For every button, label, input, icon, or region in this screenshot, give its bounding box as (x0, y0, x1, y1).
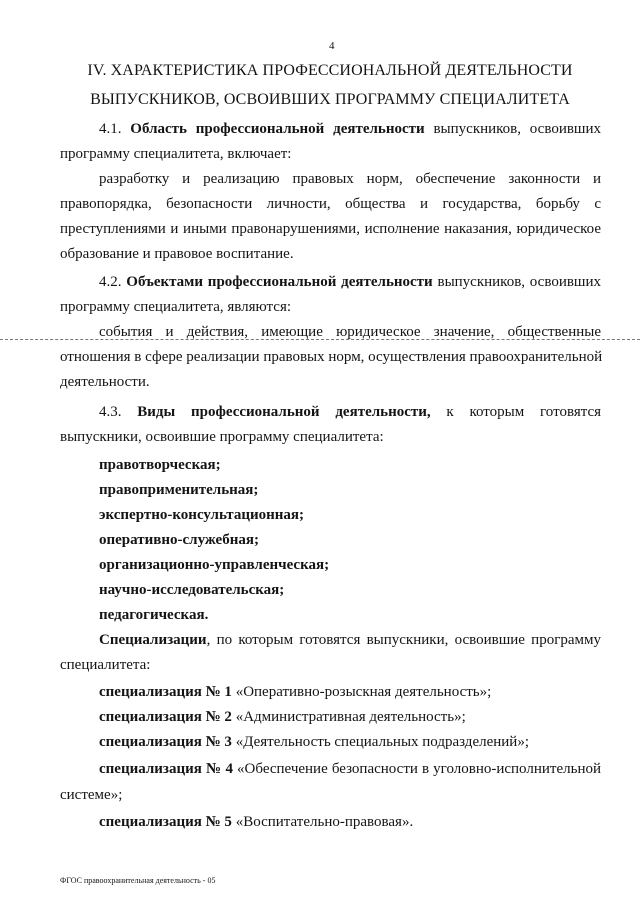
specialization-item (99, 733, 529, 751)
specializations-intro-line (99, 631, 601, 649)
paragraph-line: преступлениями и иными правонарушениями, исполнение наказания, юридическое (60, 221, 601, 237)
specialization-item (99, 708, 466, 726)
specialization-title: «Обеспечение безопасности в уголовно-исполнительной (237, 761, 601, 777)
bold-term: Объектами профессиональной деятельности (126, 274, 433, 290)
paragraph-4-3-first-line (99, 403, 601, 421)
text-fragment: выпускников, освоивших (437, 274, 602, 290)
text-fragment: , по которым готовятся выпускники, освоившие программу (206, 632, 601, 648)
paragraph-4-1-first-line (99, 120, 601, 138)
activity-type-item: правотворческая; (99, 457, 221, 473)
paragraph-line: правопорядка, безопасности личности, общества и государства, борьбу с (60, 196, 601, 212)
activity-type-item: научно-исследовательская; (99, 582, 285, 598)
page-number: 4 (329, 40, 335, 52)
section-number: 4.2. (99, 274, 122, 290)
bold-term: Специализации (99, 632, 207, 648)
paragraph-4-2-second-line: программу специалитета, являются: (60, 299, 292, 315)
section-heading-line1: IV. ХАРАКТЕРИСТИКА ПРОФЕССИОНАЛЬНОЙ ДЕЯТЕЛЬНОСТИ (87, 62, 573, 79)
specialization-label: специализация № 2 (99, 709, 232, 725)
specialization-label: специализация № 5 (99, 814, 232, 830)
paragraph-line: события и действия, имеющие юридическое значение, общественные (99, 324, 601, 340)
specialization-label: специализация № 1 (99, 684, 232, 700)
specialization-item (99, 813, 413, 831)
paragraph-4-1-second-line: программу специалитета, включает: (60, 146, 292, 162)
activity-type-item: организационно-управленческая; (99, 557, 330, 573)
section-heading-line2: ВЫПУСКНИКОВ, ОСВОИВШИХ ПРОГРАММУ СПЕЦИАЛИТЕТА (90, 91, 570, 108)
specialization-label: специализация № 4 (99, 761, 233, 777)
paragraph-line: деятельности. (60, 374, 150, 390)
activity-type-item: правоприменительная; (99, 482, 259, 498)
specialization-label: специализация № 3 (99, 734, 232, 750)
text-fragment: к которым готовятся (446, 404, 602, 420)
specialization-item (99, 760, 601, 778)
text-fragment: выпускников, освоивших (433, 121, 602, 137)
specialization-title: «Административная деятельность»; (235, 709, 466, 725)
bold-term: Виды профессиональной деятельности, (137, 404, 431, 420)
activity-type-item: оперативно-служебная; (99, 532, 259, 548)
section-number: 4.1. (99, 121, 122, 137)
section-number: 4.3. (99, 404, 122, 420)
specialization-item (99, 683, 491, 701)
specialization-title: «Воспитательно-правовая». (235, 814, 414, 830)
paragraph-line: разработку и реализацию правовых норм, обеспечение законности и (99, 171, 601, 187)
paragraph-4-2-first-line (99, 273, 601, 291)
specialization-title: «Деятельность специальных подразделений»; (235, 734, 529, 750)
specialization-item-continuation: системе»; (60, 787, 123, 803)
activity-type-item: экспертно-консультационная; (99, 507, 305, 523)
bold-term: Область профессиональной деятельности (130, 121, 425, 137)
activity-type-item: педагогическая. (99, 607, 209, 623)
paragraph-line: образование и правовое воспитание. (60, 246, 294, 262)
specialization-title: «Оперативно-розыскная деятельность»; (235, 684, 492, 700)
page-footer: ФГОС правоохранительная деятельность - 05 (60, 876, 216, 885)
specializations-intro-second-line: специалитета: (60, 657, 151, 673)
paragraph-4-3-second-line: выпускники, освоившие программу специалитета: (60, 429, 384, 445)
paragraph-line: отношения в сфере реализации правовых норм, осуществления правоохранительной (60, 349, 603, 365)
